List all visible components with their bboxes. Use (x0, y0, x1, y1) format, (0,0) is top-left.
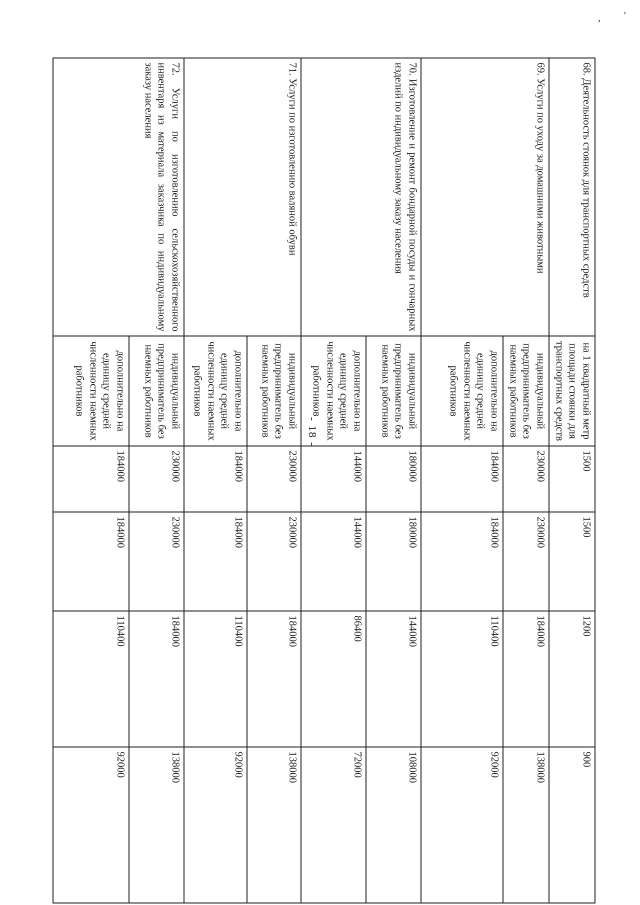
rotated-table-sheet (59, 58, 595, 903)
value-cell: 1500 (549, 512, 595, 611)
unit-cell: на 1 квадратный метр площади стоянки для транспортных средств (549, 336, 595, 446)
unit-cell: дополнительно на единицу средней численности наемных работников (53, 336, 129, 446)
page-number: - 18 - (306, 417, 318, 447)
value-cell: 144000 (301, 446, 366, 512)
unit-cell: дополнительно на единицу средней численности наемных работников (421, 336, 503, 446)
value-cell: 72000 (301, 747, 366, 903)
value-cell: 230000 (247, 446, 301, 512)
table-row (549, 58, 595, 903)
value-cell: 230000 (503, 446, 549, 512)
value-cell: 92000 (421, 747, 503, 903)
value-cell: 184000 (421, 446, 503, 512)
value-cell: 138000 (247, 747, 301, 903)
value-cell: 110400 (184, 611, 247, 747)
activity-cell: 71. Услуги по изготовлению валяной обуви (184, 58, 301, 336)
tariff-table (52, 58, 595, 904)
value-cell: 180000 (366, 512, 421, 611)
value-cell: 144000 (366, 611, 421, 747)
value-cell: 86400 (301, 611, 366, 747)
scan-speck: ' (624, 11, 626, 22)
value-cell: 184000 (247, 611, 301, 747)
value-cell: 110400 (53, 611, 129, 747)
value-cell: 184000 (421, 512, 503, 611)
table-row (247, 58, 301, 903)
unit-cell: дополнительно на единицу средней численности наемных работников (184, 336, 247, 446)
value-cell: 184000 (503, 611, 549, 747)
value-cell: 184000 (53, 512, 129, 611)
value-cell: 900 (549, 747, 595, 903)
unit-cell: индивидуальный предприниматель без наемных работников (503, 336, 549, 446)
value-cell: 230000 (503, 512, 549, 611)
activity-cell: 68. Деятельность стоянок для транспортных средств (549, 58, 595, 336)
unit-cell: дополнительно на единицу средней численности наемных работников (301, 336, 366, 446)
table-row (129, 58, 184, 903)
value-cell: 230000 (129, 512, 184, 611)
unit-cell: индивидуальный предприниматель без наемных работников (366, 336, 421, 446)
value-cell: 184000 (184, 512, 247, 611)
activity-cell: 72. Услуги по изготовлению сельскохозяйственного инвентаря из материала заказчика по индивидуальному заказу населения (53, 58, 184, 336)
table-row (503, 58, 549, 903)
value-cell: 138000 (503, 747, 549, 903)
value-cell: 138000 (129, 747, 184, 903)
value-cell: 1500 (549, 446, 595, 512)
activity-cell: 70. Изготовление и ремонт бондарной посуды и гончарных изделий по индивидуальному заказу населения (301, 58, 421, 336)
value-cell: 184000 (129, 611, 184, 747)
value-cell: 230000 (129, 446, 184, 512)
value-cell: 144000 (301, 512, 366, 611)
scan-speck: , (598, 13, 601, 24)
value-cell: 184000 (53, 446, 129, 512)
table-row (366, 58, 421, 903)
value-cell: 180000 (366, 446, 421, 512)
value-cell: 184000 (184, 446, 247, 512)
value-cell: 1200 (549, 611, 595, 747)
value-cell: 92000 (53, 747, 129, 903)
value-cell: 108000 (366, 747, 421, 903)
value-cell: 230000 (247, 512, 301, 611)
unit-cell: индивидуальный предприниматель без наемных работников (129, 336, 184, 446)
value-cell: 110400 (421, 611, 503, 747)
unit-cell: индивидуальный предприниматель без наемных работников (247, 336, 301, 446)
value-cell: 92000 (184, 747, 247, 903)
activity-cell: 69. Услуги по уходу за домашними животными (421, 58, 549, 336)
